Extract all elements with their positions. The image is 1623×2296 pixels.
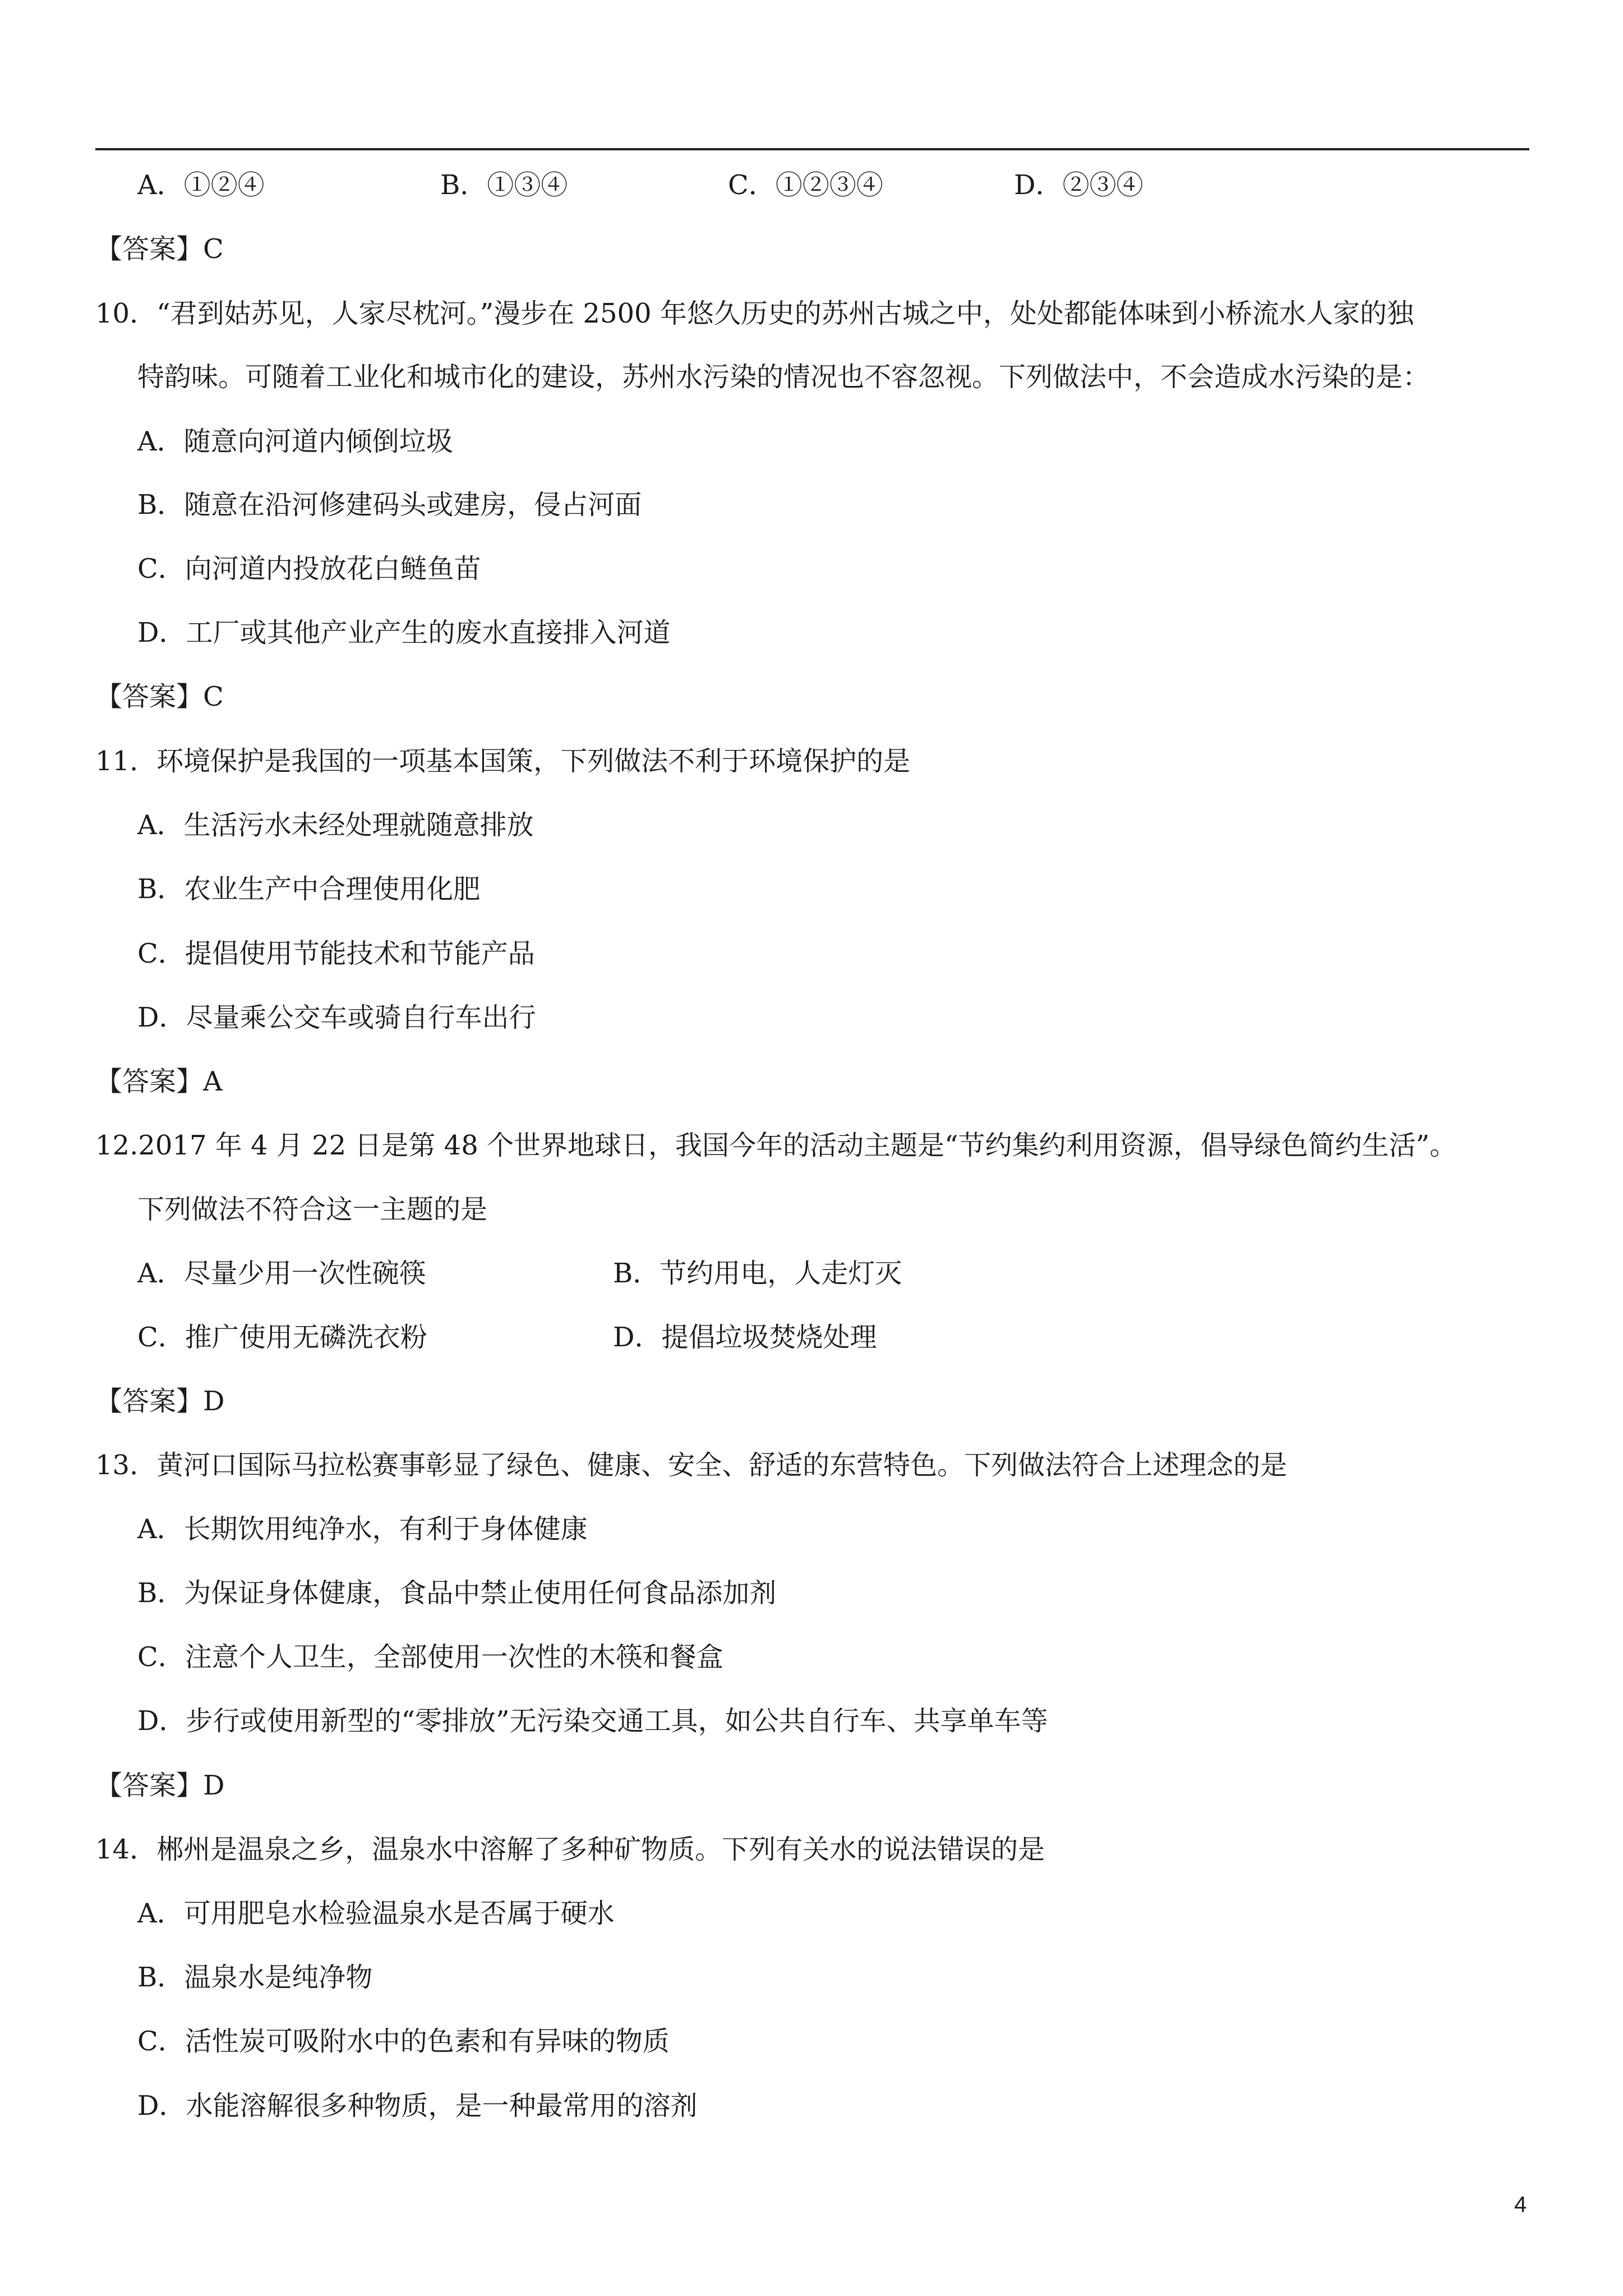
q14-stem: 14．郴州是温泉之乡，温泉水中溶解了多种矿物质。下列有关水的说法错误的是 [95,1834,1045,1865]
header-rule [95,148,1529,150]
q11-option-d: D．尽量乘公交车或骑自行车出行 [137,1002,536,1033]
q12-stem-line1: 12.2017 年 4 月 22 日是第 48 个世界地球日，我国今年的活动主题是“节约集约利用资源，倡导绿色简约生活”。 [95,1130,1457,1161]
q14-option-d: D．水能溶解很多种物质，是一种最常用的溶剂 [137,2090,698,2122]
q9-option-a: A．①②④ [137,169,265,201]
q11-option-a: A．生活污水未经处理就随意排放 [137,809,534,841]
q12-stem-line2: 下列做法不符合这一主题的是 [137,1194,488,1225]
q9-option-d: D．②③④ [1014,169,1144,201]
q12-option-d: D．提倡垃圾焚烧处理 [613,1322,877,1353]
q10-option-c: C．向河道内投放花白鲢鱼苗 [137,553,481,585]
q14-option-c: C．活性炭可吸附水中的色素和有异味的物质 [137,2026,670,2057]
q14-option-a: A．可用肥皂水检验温泉水是否属于硬水 [137,1898,615,1929]
q12-answer: 【答案】D [95,1386,225,1417]
q12-option-a: A．尽量少用一次性碗筷 [137,1258,426,1289]
q13-stem: 13．黄河口国际马拉松赛事彰显了绿色、健康、安全、舒适的东营特色。下列做法符合上述理念的是 [95,1450,1288,1481]
q10-stem-line2: 特韵味。可随着工业化和城市化的建设，苏州水污染的情况也不容忽视。下列做法中，不会造成水污染的是： [137,361,1430,393]
q11-option-b: B．农业生产中合理使用化肥 [137,873,481,905]
q10-option-d: D．工厂或其他产业产生的废水直接排入河道 [137,617,671,648]
q13-option-d: D．步行或使用新型的“零排放”无污染交通工具，如公共自行车、共享单车等 [137,1705,1048,1737]
q13-answer: 【答案】D [95,1770,225,1801]
q10-answer: 【答案】C [95,681,224,712]
q9-option-b: B．①③④ [440,169,568,201]
q13-option-a: A．长期饮用纯净水，有利于身体健康 [137,1513,588,1545]
q9-answer: 【答案】C [95,233,224,265]
q14-option-b: B．温泉水是纯净物 [137,1962,373,1993]
q11-option-c: C．提倡使用节能技术和节能产品 [137,938,535,969]
q12-option-b: B．节约用电，人走灯灭 [613,1258,902,1289]
q10-option-b: B．随意在沿河修建码头或建房，侵占河面 [137,489,642,521]
q11-answer: 【答案】A [95,1066,223,1097]
q12-option-c: C．推广使用无磷洗衣粉 [137,1322,427,1353]
q10-option-a: A．随意向河道内倾倒垃圾 [137,426,453,457]
q13-option-b: B．为保证身体健康，食品中禁止使用任何食品添加剂 [137,1577,777,1609]
q9-option-c: C．①②③④ [728,169,883,201]
page-number: 4 [1514,2192,1527,2217]
q13-option-c: C．注意个人卫生，全部使用一次性的木筷和餐盒 [137,1641,723,1673]
q10-stem-line1: 10．“君到姑苏见，人家尽枕河。”漫步在 2500 年悠久历史的苏州古城之中，处处都能体味到小桥流水人家的独 [95,298,1414,329]
q11-stem: 11．环境保护是我国的一项基本国策，下列做法不利于环境保护的是 [95,746,911,777]
